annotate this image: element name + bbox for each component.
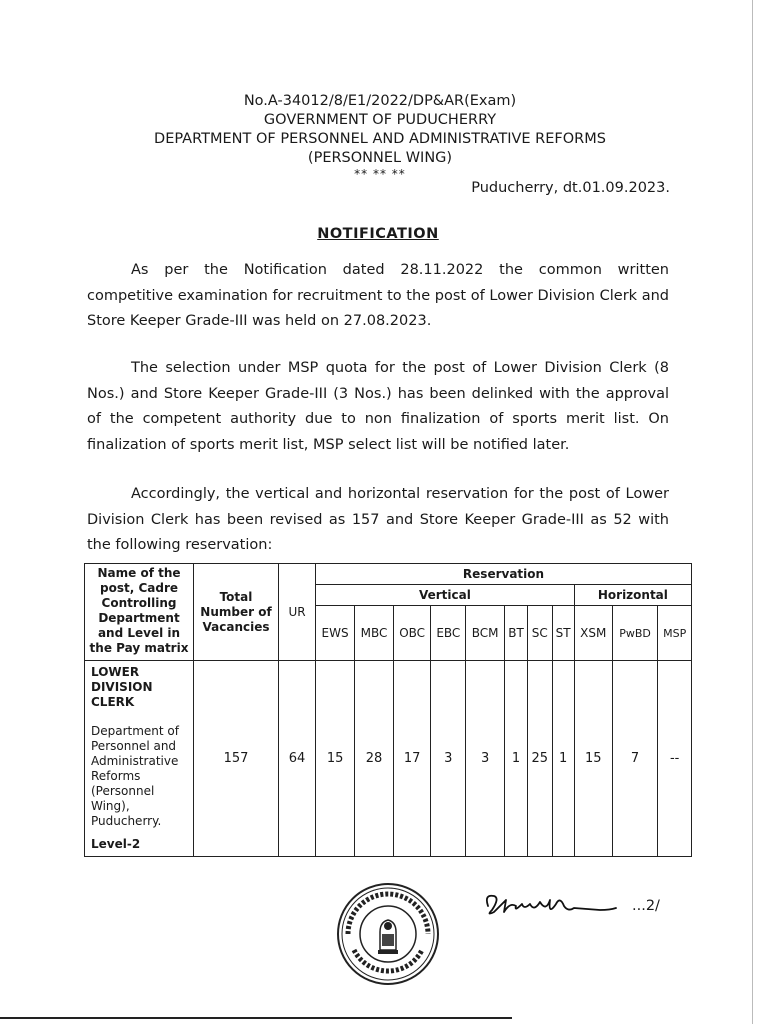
sc-value: 25	[528, 661, 552, 857]
wing-name: (PERSONNEL WING)	[307, 150, 453, 166]
paragraph-1	[87, 258, 669, 335]
paragraph-3	[87, 482, 669, 559]
bt-value: 1	[504, 661, 527, 857]
header-sc: SC	[528, 606, 552, 661]
post-details-cell	[85, 661, 194, 857]
ews-value: 15	[316, 661, 355, 857]
header-ews: EWS	[316, 606, 355, 661]
paragraph-2-text: The selection under MSP quota for the post of Lower Division Clerk (8 Nos.) and Store Keeper Grade-III (3 Nos.) has been delinked with the approval of the competent authority due to non finalization of sports merit list. On finalization of sports merit list, MSP select list will be notified later.	[87, 360, 669, 453]
reference-number: No.A-34012/8/E1/2022/DP&AR(Exam)	[243, 93, 517, 109]
obc-value: 17	[393, 661, 430, 857]
paragraph-2	[87, 356, 669, 458]
reservation-table	[84, 563, 692, 857]
header-post-name: Name of the post, Cadre Controlling Department and Level in the Pay matrix	[85, 564, 194, 661]
ebc-value: 3	[431, 661, 466, 857]
header-pwbd: PwBD	[612, 606, 658, 661]
letter-header	[80, 92, 680, 180]
bottom-divider	[0, 1017, 512, 1019]
msp-value: --	[658, 661, 692, 857]
department-name: DEPARTMENT OF PERSONNEL AND ADMINISTRATIVE REFORMS	[154, 131, 606, 147]
signature-icon	[480, 886, 620, 922]
header-mbc: MBC	[355, 606, 394, 661]
table-row	[85, 661, 692, 857]
header-total-vacancies: Total Number of Vacancies	[194, 564, 279, 661]
dateline: Puducherry, dt.01.09.2023.	[471, 180, 670, 196]
scan-edge	[752, 0, 753, 1024]
post-name: LOWER DIVISION CLERK	[91, 665, 153, 709]
header-xsm: XSM	[574, 606, 612, 661]
header-obc: OBC	[393, 606, 430, 661]
header-msp: MSP	[658, 606, 692, 661]
page-continuation: ...2/	[632, 898, 660, 914]
xsm-value: 15	[574, 661, 612, 857]
paragraph-3-text: Accordingly, the vertical and horizontal reservation for the post of Lower Division Clerk has been revised as 157 and Store Keeper Grade-III as 52 with the following reservation:	[87, 486, 669, 553]
separator-stars: ** ** **	[354, 167, 406, 181]
header-bt: BT	[504, 606, 527, 661]
bcm-value: 3	[466, 661, 505, 857]
notification-title: NOTIFICATION	[317, 226, 439, 242]
total-vacancies-value: 157	[194, 661, 279, 857]
header-reservation: Reservation	[316, 564, 692, 585]
header-ur: UR	[279, 564, 316, 661]
post-department: Department of Personnel and Administrative Reforms (Personnel Wing), Puducherry.	[91, 724, 179, 828]
header-vertical: Vertical	[316, 585, 575, 606]
post-level: Level-2	[91, 837, 141, 851]
header-bcm: BCM	[466, 606, 505, 661]
header-st: ST	[552, 606, 574, 661]
pwbd-value: 7	[612, 661, 658, 857]
official-seal-icon	[334, 880, 442, 988]
ur-value: 64	[279, 661, 316, 857]
header-ebc: EBC	[431, 606, 466, 661]
paragraph-1-text: As per the Notification dated 28.11.2022 the common written competitive examination for recruitment to the post of Lower Division Clerk and Store Keeper Grade-III was held on 27.08.2023.	[87, 262, 669, 329]
government-name: GOVERNMENT OF PUDUCHERRY	[263, 112, 497, 128]
st-value: 1	[552, 661, 574, 857]
mbc-value: 28	[355, 661, 394, 857]
header-horizontal: Horizontal	[574, 585, 691, 606]
